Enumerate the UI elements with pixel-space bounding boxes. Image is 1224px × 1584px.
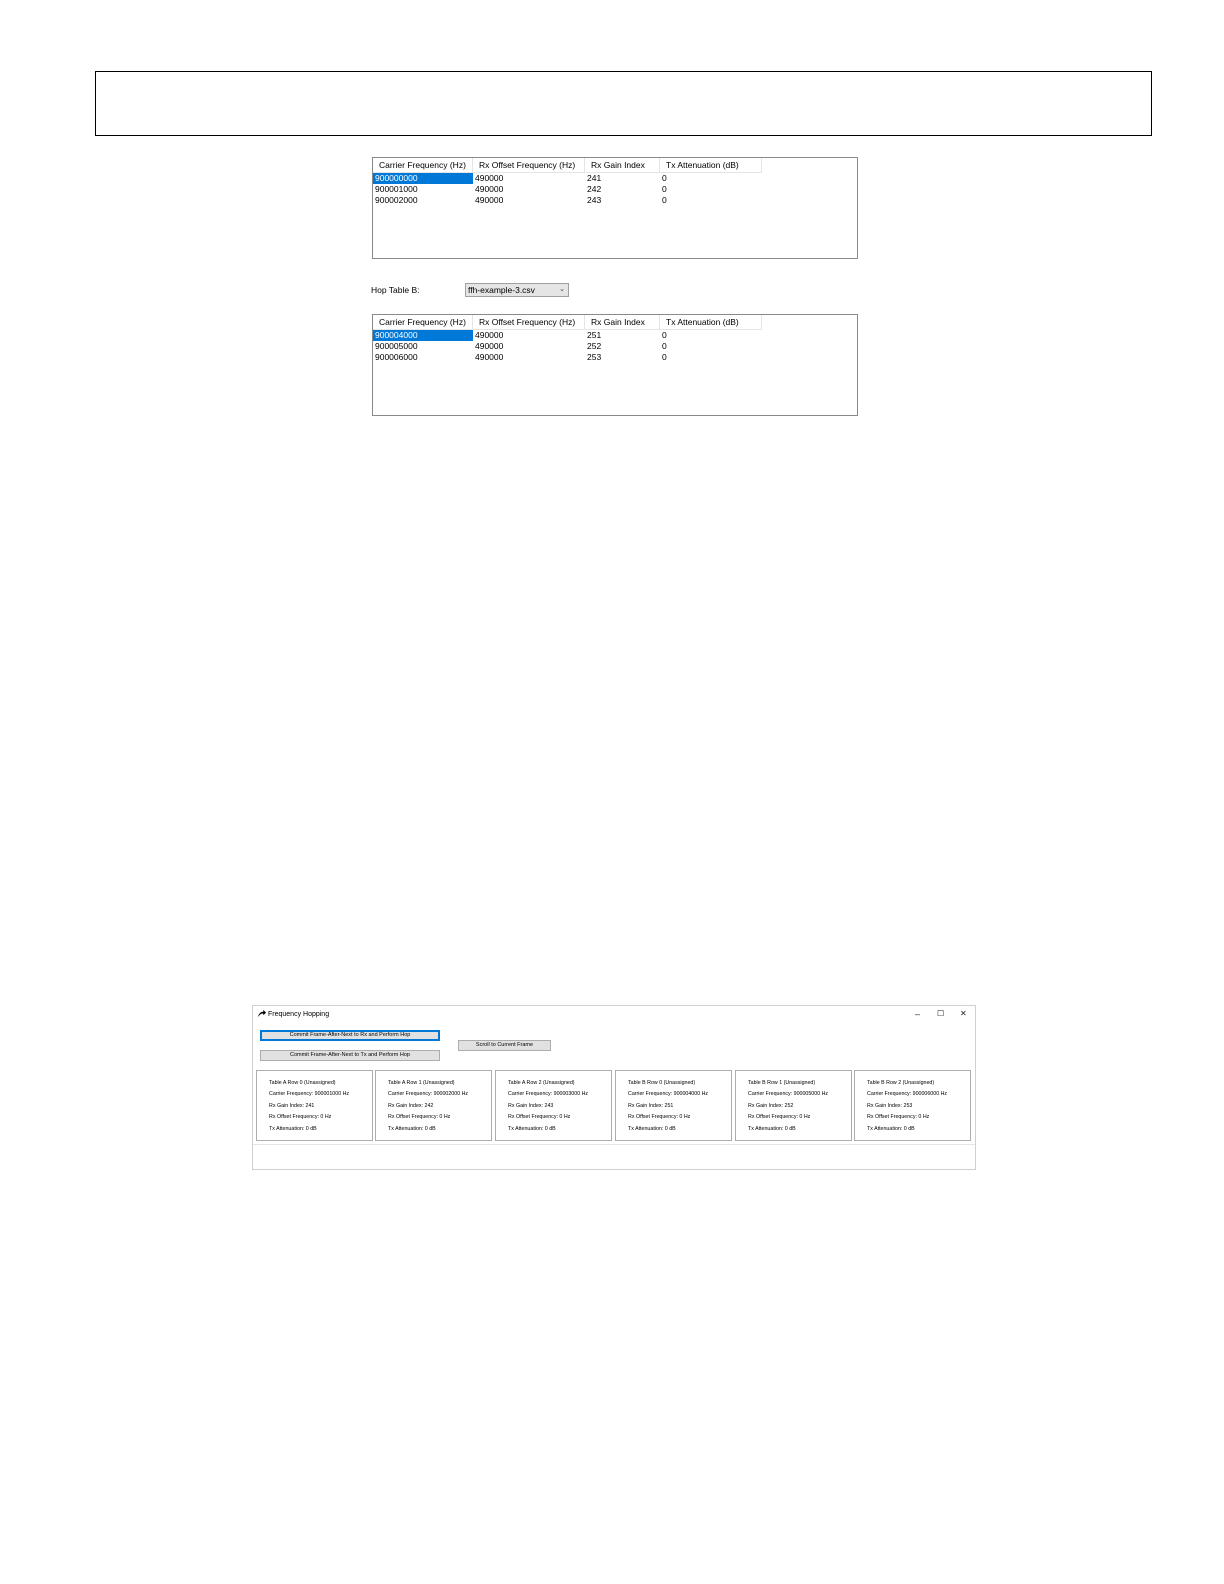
column-header-carrier-frequency[interactable]: Carrier Frequency (Hz) xyxy=(373,315,473,329)
card-rx-offset-frequency: Rx Offset Frequency: 0 Hz xyxy=(269,1114,332,1120)
card-rx-gain-index: Rx Gain Index: 252 xyxy=(748,1103,794,1109)
window-title: Frequency Hopping xyxy=(268,1011,330,1018)
card-rx-offset-frequency: Rx Offset Frequency: 0 Hz xyxy=(508,1114,571,1120)
card-rx-offset-frequency: Rx Offset Frequency: 0 Hz xyxy=(867,1114,930,1120)
hop-table-b-selected-file: ffh-example-3.csv xyxy=(468,285,535,295)
frequency-hopping-window xyxy=(252,1005,976,1170)
table-cell: 0 xyxy=(662,184,667,194)
table-cell: 490000 xyxy=(475,184,504,194)
table-cell: 243 xyxy=(587,195,602,205)
card-title: Table A Row 1 (Unassigned) xyxy=(388,1080,455,1086)
card-tx-attenuation: Tx Attenuation: 0 dB xyxy=(867,1126,915,1132)
hop-frame-card xyxy=(615,1070,732,1141)
column-header-rx-gain-index[interactable]: Rx Gain Index xyxy=(585,158,660,172)
scroll-to-current-frame-button[interactable]: Scroll to Current Frame xyxy=(458,1040,551,1051)
table-cell: 241 xyxy=(587,173,602,183)
table-row[interactable] xyxy=(373,341,853,352)
card-tx-attenuation: Tx Attenuation: 0 dB xyxy=(269,1126,317,1132)
maximize-icon[interactable]: ☐ xyxy=(937,1009,945,1018)
commit-rx-hop-button[interactable]: Commit Frame-After-Next to Rx and Perform Hop xyxy=(260,1030,440,1041)
hop-frame-card xyxy=(375,1070,492,1141)
hop-frame-card xyxy=(735,1070,852,1141)
chevron-down-icon[interactable]: ⌄ xyxy=(559,286,565,293)
card-title: Table B Row 1 (Unassigned) xyxy=(748,1080,816,1086)
card-title: Table B Row 0 (Unassigned) xyxy=(628,1080,696,1086)
table-row[interactable] xyxy=(373,173,853,184)
table-row[interactable] xyxy=(373,352,853,363)
hop-table-b-list[interactable] xyxy=(372,314,858,416)
card-carrier-frequency: Carrier Frequency: 900003000 Hz xyxy=(508,1091,589,1097)
hop-table-b-select[interactable] xyxy=(465,283,569,297)
table-cell: 490000 xyxy=(475,330,504,340)
app-arrow-icon xyxy=(257,1009,266,1018)
minimize-icon[interactable]: – xyxy=(915,1009,921,1019)
table-cell: 0 xyxy=(662,341,667,351)
table-cell: 490000 xyxy=(475,341,504,351)
column-header-rx-offset-frequency[interactable]: Rx Offset Frequency (Hz) xyxy=(473,158,585,172)
card-title: Table A Row 0 (Unassigned) xyxy=(269,1080,336,1086)
table-row[interactable] xyxy=(373,330,853,341)
card-rx-offset-frequency: Rx Offset Frequency: 0 Hz xyxy=(748,1114,811,1120)
column-header-tx-attenuation[interactable]: Tx Attenuation (dB) xyxy=(660,315,762,329)
card-carrier-frequency: Carrier Frequency: 900002000 Hz xyxy=(388,1091,469,1097)
table-cell: 490000 xyxy=(475,195,504,205)
table-cell: 0 xyxy=(662,195,667,205)
table-cell: 0 xyxy=(662,352,667,362)
hop-frame-card xyxy=(854,1070,971,1141)
column-header-rx-offset-frequency[interactable]: Rx Offset Frequency (Hz) xyxy=(473,315,585,329)
table-cell: 252 xyxy=(587,341,602,351)
card-title: Table A Row 2 (Unassigned) xyxy=(508,1080,575,1086)
close-icon[interactable]: ✕ xyxy=(960,1009,967,1018)
table-cell: 242 xyxy=(587,184,602,194)
column-header-carrier-frequency[interactable]: Carrier Frequency (Hz) xyxy=(373,158,473,172)
window-divider xyxy=(253,1144,975,1145)
hop-table-a-list[interactable] xyxy=(372,157,858,259)
card-tx-attenuation: Tx Attenuation: 0 dB xyxy=(748,1126,796,1132)
table-cell: 490000 xyxy=(475,173,504,183)
card-title: Table B Row 2 (Unassigned) xyxy=(867,1080,935,1086)
column-header-rx-gain-index[interactable]: Rx Gain Index xyxy=(585,315,660,329)
card-carrier-frequency: Carrier Frequency: 900006000 Hz xyxy=(867,1091,948,1097)
commit-tx-hop-button[interactable]: Commit Frame-After-Next to Tx and Perform Hop xyxy=(260,1050,440,1061)
table-cell: 0 xyxy=(662,173,667,183)
card-carrier-frequency: Carrier Frequency: 900005000 Hz xyxy=(748,1091,829,1097)
table-row[interactable] xyxy=(373,195,853,206)
card-carrier-frequency: Carrier Frequency: 900001000 Hz xyxy=(269,1091,350,1097)
card-rx-gain-index: Rx Gain Index: 241 xyxy=(269,1103,315,1109)
card-rx-gain-index: Rx Gain Index: 251 xyxy=(628,1103,674,1109)
table-cell: 251 xyxy=(587,330,602,340)
card-rx-offset-frequency: Rx Offset Frequency: 0 Hz xyxy=(388,1114,451,1120)
hop-frame-card xyxy=(256,1070,373,1141)
card-carrier-frequency: Carrier Frequency: 900004000 Hz xyxy=(628,1091,709,1097)
card-tx-attenuation: Tx Attenuation: 0 dB xyxy=(388,1126,436,1132)
table-cell: 900000000 xyxy=(373,173,473,184)
card-rx-gain-index: Rx Gain Index: 253 xyxy=(867,1103,913,1109)
table-cell: 490000 xyxy=(475,352,504,362)
column-header-tx-attenuation[interactable]: Tx Attenuation (dB) xyxy=(660,158,762,172)
table-cell: 900006000 xyxy=(375,352,418,362)
table-cell: 900002000 xyxy=(375,195,418,205)
card-rx-gain-index: Rx Gain Index: 243 xyxy=(508,1103,554,1109)
table-cell: 900004000 xyxy=(373,330,473,341)
table-cell: 900001000 xyxy=(375,184,418,194)
hop-table-b-label: Hop Table B: xyxy=(371,285,420,295)
table-cell: 900005000 xyxy=(375,341,418,351)
hop-frame-card xyxy=(495,1070,612,1141)
page-header-box xyxy=(95,71,1152,136)
card-rx-offset-frequency: Rx Offset Frequency: 0 Hz xyxy=(628,1114,691,1120)
table-b-header xyxy=(373,315,762,330)
card-tx-attenuation: Tx Attenuation: 0 dB xyxy=(508,1126,556,1132)
card-rx-gain-index: Rx Gain Index: 242 xyxy=(388,1103,434,1109)
table-cell: 253 xyxy=(587,352,602,362)
card-tx-attenuation: Tx Attenuation: 0 dB xyxy=(628,1126,676,1132)
table-row[interactable] xyxy=(373,184,853,195)
table-a-header xyxy=(373,158,762,173)
table-cell: 0 xyxy=(662,330,667,340)
